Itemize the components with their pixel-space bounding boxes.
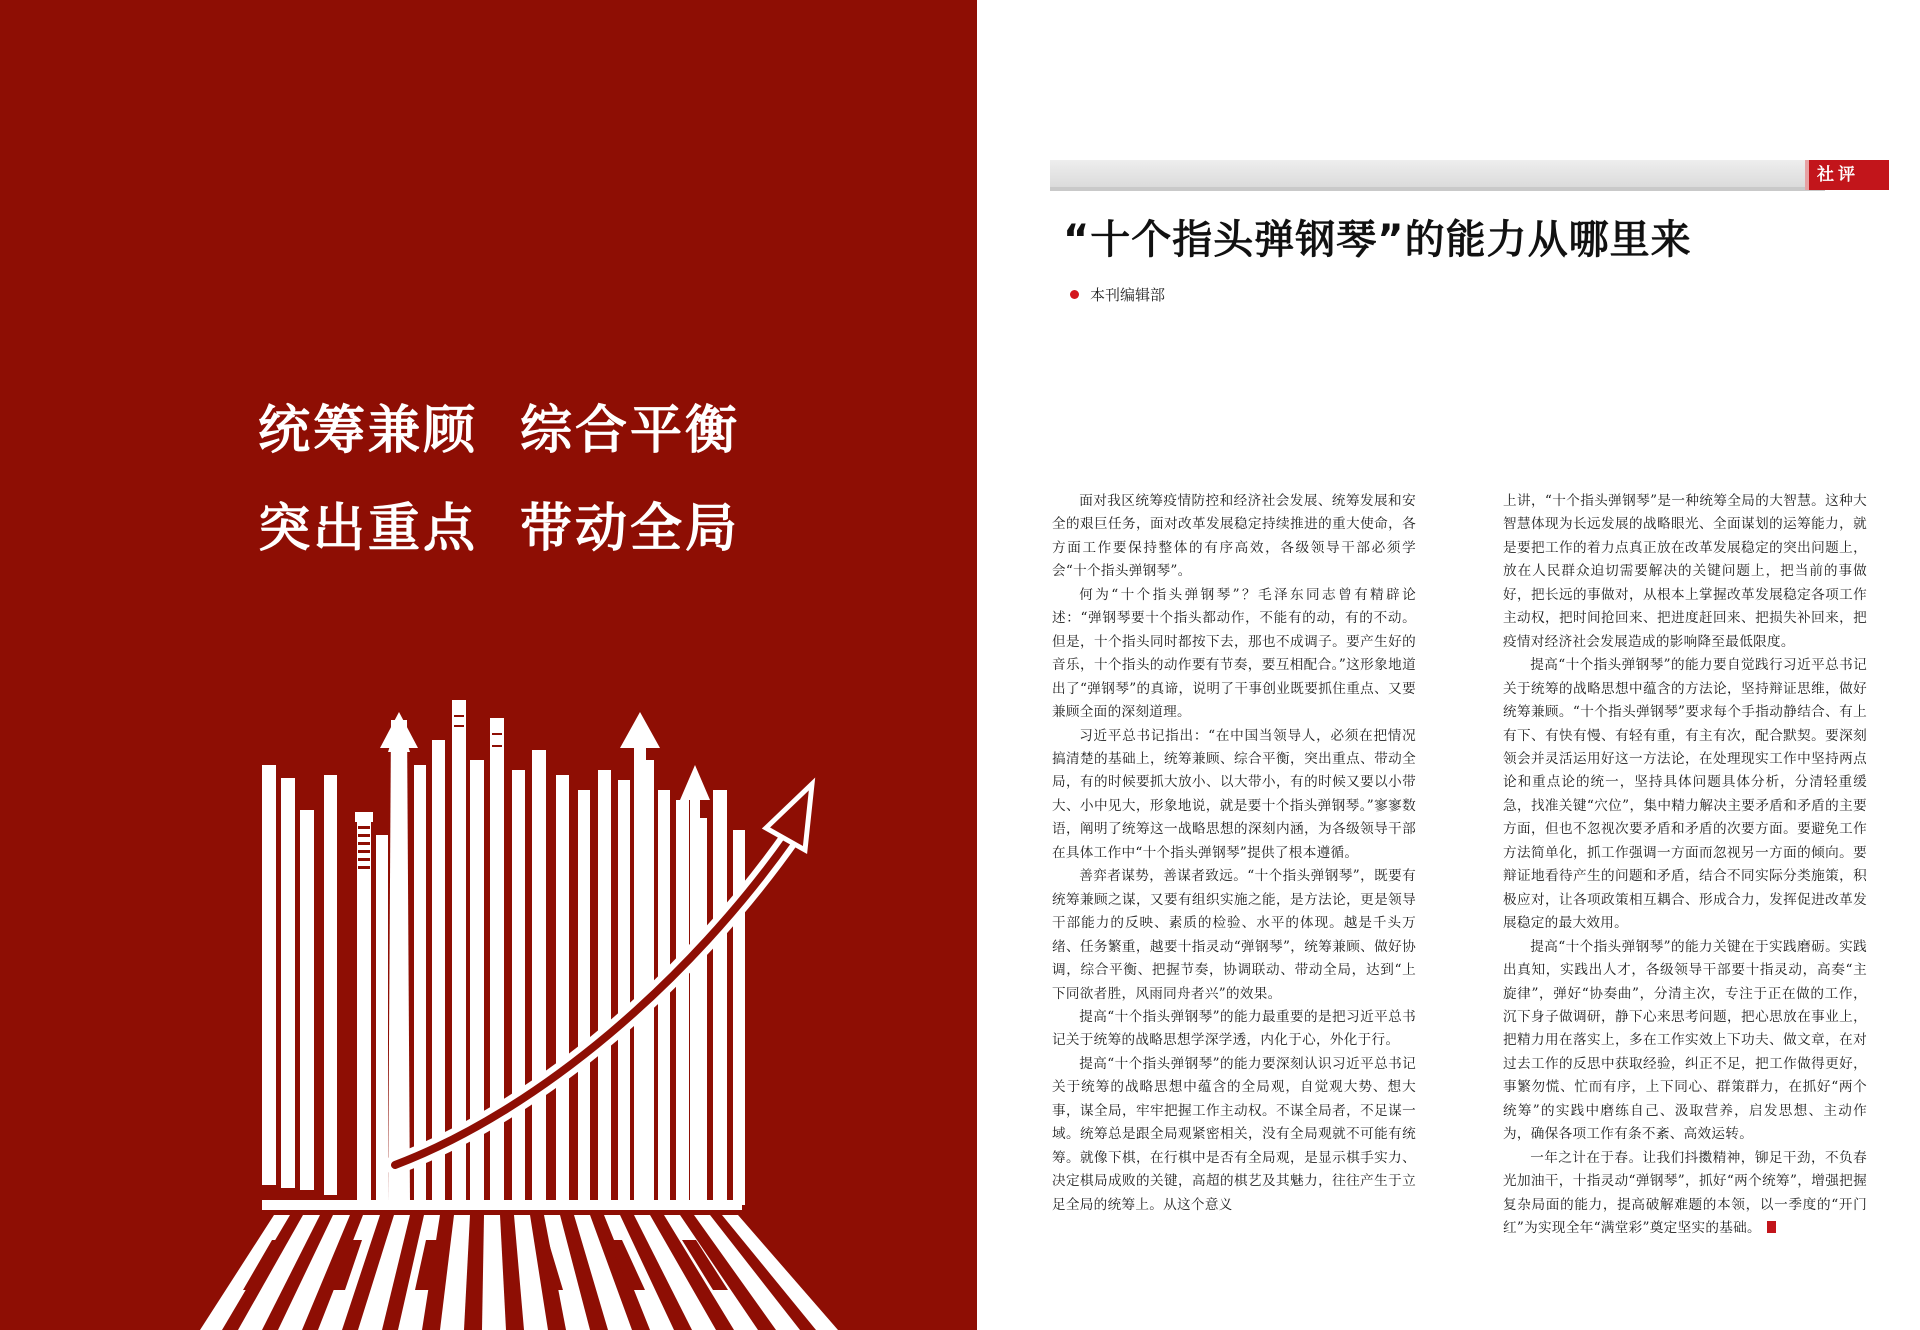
paragraph-continued: 上讲，“十个指头弹钢琴”是一种统筹全局的大智慧。这种大智慧体现为长远发展的战略眼光、全面谋划的运筹能力，就是要把工作的着力点真正放在改革发展稳定的突出问题上，放在人民群众迫切需要解决的关键问题上，把当前的事做好，把长远的事做对，从根本上掌握改革发展稳定各项工作主动权，把时间抢回来、把进度赶回来、把损失补回来，把疫情对经济社会发展造成的影响降至最低限度。 <box>1503 493 1867 650</box>
paragraph-text: 一年之计在于春。让我们抖擞精神，铆足干劲，不负春光加油干，十指灵动“弹钢琴”，抓好“两个统筹”，增强把握复杂局面的能力，提高破解难题的本领，以一季度的“开门红”为实现全年“满堂彩”奠定坚实的基础。 <box>1503 1149 1867 1237</box>
bullet-dot-icon <box>1070 290 1079 299</box>
slogan-phrase: 综合平衡 <box>520 401 741 461</box>
paragraph-final <box>1503 1147 1867 1241</box>
slogan-phrase: 突出重点 <box>258 499 479 559</box>
byline-author: 本刊编辑部 <box>1090 286 1166 304</box>
column-header-stripe <box>1050 187 1825 191</box>
article-column-1 <box>1052 490 1416 1217</box>
paragraph: 提高“十个指头弹钢琴”的能力要自觉践行习近平总书记关于统筹的战略思想中蕴含的方法论，坚持辩证思维，做好统筹兼顾。“十个指头弹钢琴”要求每个手指动静结合、有上有下、有快有慢、有轻有重，有主有次，配合默契。要深刻领会并灵活运用好这一方法论，在处理现实工作中坚持两点论和重点论的统一，坚持具体问题具体分析，分清轻重缓急，找准关键“穴位”，集中精力解决主要矛盾和矛盾的主要方面，但也不忽视次要矛盾和矛盾的次要方面。要避免工作方法简单化，抓工作强调一方面而忽视另一方面的倾向。要辩证地看待产生的问题和矛盾，结合不同实际分类施策，积极应对，让各项政策相互耦合、形成合力，发挥促进改革发展稳定的最大效用。 <box>1503 657 1867 932</box>
article-column-2 <box>1503 490 1867 1241</box>
paragraph: 提高“十个指头弹钢琴”的能力关键在于实践磨砺。实践出真知，实践出人才，各级领导干部要十指灵动，高奏“主旋律”，弹好“协奏曲”，分清主次，专注于正在做的工作，沉下身子做调研，静下心来思考问题，把心思放在事业上，把精力用在落实上，多在工作实效上下功夫、做文章，在对过去工作的反思中获取经验，纠正不足，把工作做得更好，事繁勿慌、忙而有序，上下同心、群策群力，在抓好“两个统筹”的实践中磨练自己、汲取营养，启发思想、主动作为，确保各项工作有条不紊、高效运转。 <box>1503 938 1867 1143</box>
slogan-phrase: 带动全局 <box>520 499 741 559</box>
paragraph: 提高“十个指头弹钢琴”的能力要深刻认识习近平总书记关于统筹的战略思想中蕴含的全局观，自觉观大势、想大事，谋全局，牢牢把握工作主动权。不谋全局者，不足谋一域。统筹总是跟全局观紧密相关，没有全局观就不可能有统筹。就像下棋，在行棋中是否有全局观，是显示棋手实力、决定棋局成败的关键，高超的棋艺及其魅力，往往产生于立足全局的统筹上。从这个意义 <box>1052 1055 1416 1213</box>
byline <box>1070 284 1165 305</box>
article-title: “十个指头弹钢琴”的能力从哪里来 <box>1063 217 1692 263</box>
paragraph: 何为“十个指头弹钢琴”？毛泽东同志曾有精辟论述：“弹钢琴要十个指头都动作，不能有的动，有的不动。但是，十个指头同时都按下去，那也不成调子。要产生好的音乐，十个指头的动作要有节奏，要互相配合。”这形象地道出了“弹钢琴”的真谛，说明了干事创业既要抓住重点、又要兼顾全面的深刻道理。 <box>1052 586 1416 721</box>
article-page <box>977 0 1920 1330</box>
slogan-phrase: 统筹兼顾 <box>258 401 479 461</box>
paragraph: 习近平总书记指出：“在中国当领导人，必须在把情况搞清楚的基础上，统筹兼顾、综合平衡，突出重点、带动全局，有的时候要抓大放小、以大带小，有的时候又要以小带大、小中见大，形象地说，就是要十个指头弹钢琴。”寥寥数语，阐明了统筹这一战略思想的深刻内涵，为各级领导干部在具体工作中“十个指头弹钢琴”提供了根本遵循。 <box>1052 727 1416 861</box>
column-header-bar <box>1050 160 1805 190</box>
end-mark-icon <box>1767 1221 1776 1233</box>
column-tag: 社评 <box>1805 160 1889 190</box>
paragraph: 善弈者谋势，善谋者致远。“十个指头弹钢琴”，既要有统筹兼顾之谋，又要有组织实施之能，是方法论，更是领导干部能力的反映、素质的检验、水平的体现。越是千头万绪、任务繁重，越要十指灵动“弹钢琴”，统筹兼顾、做好协调，综合平衡、把握节奏，协调联动、带动全局，达到“上下同欲者胜，风雨同舟者兴”的效果。 <box>1052 868 1416 1002</box>
paragraph: 提高“十个指头弹钢琴”的能力最重要的是把习近平总书记关于统筹的战略思想学深学透，内化于心，外化于行。 <box>1052 1008 1416 1049</box>
paragraph: 面对我区统筹疫情防控和经济社会发展、统筹发展和安全的艰巨任务，面对改革发展稳定持续推进的重大使命，各方面工作要保持整体的有序高效，各级领导干部必须学会“十个指头弹钢琴”。 <box>1052 493 1416 580</box>
